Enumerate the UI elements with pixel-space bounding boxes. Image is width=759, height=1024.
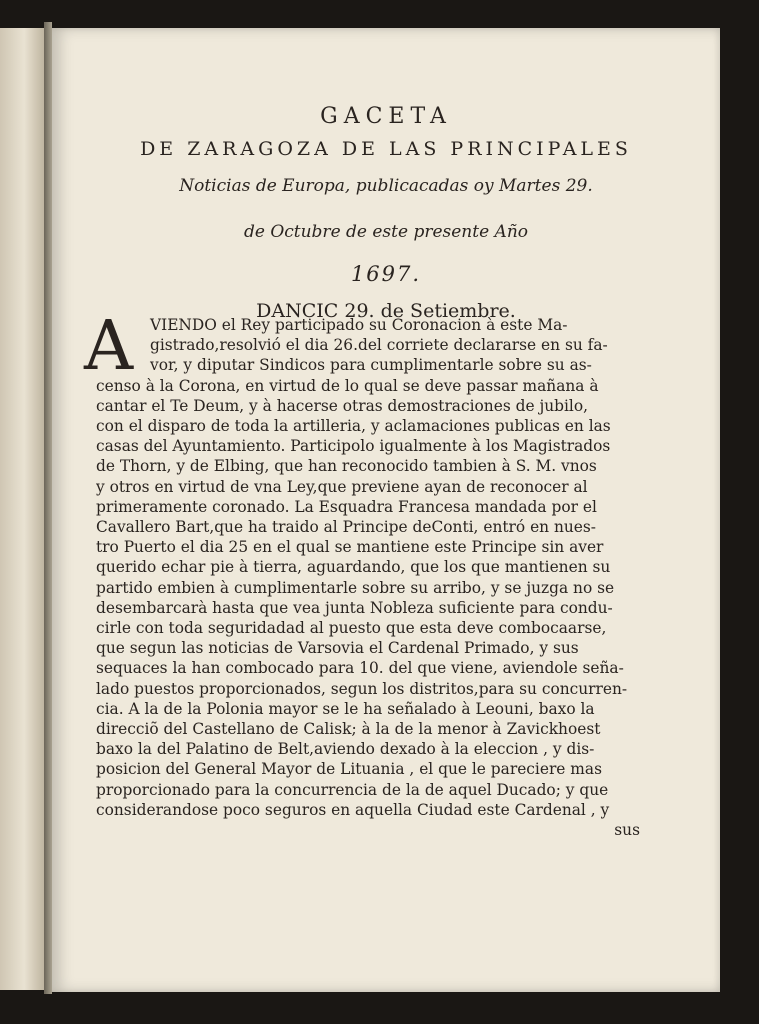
text-line: querido echar pie à tierra, aguardando, que los que mantienen su [96,558,611,577]
text-line: lado puestos proporcionados, segun los distritos,para su concurren- [96,679,628,698]
gazette-date-line: Noticias de Europa, publicacadas oy Martes 29. [179,176,593,196]
gazette-title: GACETA [320,104,452,129]
text-line: baxo la del Palatino de Belt,aviendo dexado à la eleccion , y dis- [96,740,595,759]
text-line: cantar el Te Deum, y à hacerse otras demostraciones de jubilo, [96,396,588,415]
text-line: considerandose poco seguros en aquella Ciudad este Cardenal , y [96,800,610,819]
text-line: censo à la Corona, en virtud de lo qual se deve passar mañana à [96,376,599,395]
text-line: casas del Ayuntamiento. Participolo igualmente à los Magistrados [96,437,611,456]
left-page-edge [0,28,46,990]
text-line: y otros en virtud de vna Ley,que previene ayan de reconocer al [96,477,588,496]
text-line: direcciõ del Castellano de Calisk; à la de la menor à Zavickhoest [96,720,601,739]
text-line: cia. A la de la Polonia mayor se le ha señalado à Leouni, baxo la [96,699,595,718]
gazette-year: 1697. [350,262,422,286]
text-line: Cavallero Bart,que ha traido al Principe deConti, entró en nues- [96,518,597,537]
text-line: sequaces la han combocado para 10. del que viene, aviendole seña- [96,659,624,678]
text-line: que segun las noticias de Varsovia el Cardenal Primado, y sus [96,639,579,658]
text-line: partido embien à cumplimentarle sobre su arribo, y se juzga no se [96,578,615,597]
drop-cap: A [84,307,134,386]
catchword: sus [614,821,640,840]
text-line: primeramente coronado. La Esquadra Francesa mandada por el [96,497,597,516]
text-line: VIENDO el Rey participado su Coronacion à este Ma- [150,316,568,334]
text-line: posicion del General Mayor de Lituania , el que le pareciere mas [96,760,602,779]
text-line: de Thorn, y de Elbing, que han reconocido tambien à S. M. vnos [96,457,597,476]
text-line: cirle con toda seguridadad al puesto que esta deve combocaarse, [96,619,607,638]
book-spine-shadow [44,22,52,994]
text-line: vor, y diputar Sindicos para cumplimentarle sobre su as- [150,356,592,375]
text-line: tro Puerto el dia 25 en el qual se mantiene este Principe sin aver [96,538,604,557]
right-shadow [720,28,759,992]
gazette-subtitle: DE ZARAGOZA DE LAS PRINCIPALES [140,138,632,160]
text-line: con el disparo de toda la artilleria, y aclamaciones publicas en las [96,417,611,436]
article-dateline: DANCIC 29. de Setiembre. [256,300,516,322]
text-line: proporcionado para la concurrencia de la de aquel Ducado; y que [96,780,609,799]
gazette-month-line: de Octubre de este presente Año [243,222,529,242]
text-line: desembarcarà hasta que vea junta Nobleza suficiente para condu- [96,598,613,617]
text-line: gistrado,resolvió el dia 26.del corriete declararse en su fa- [150,336,608,355]
